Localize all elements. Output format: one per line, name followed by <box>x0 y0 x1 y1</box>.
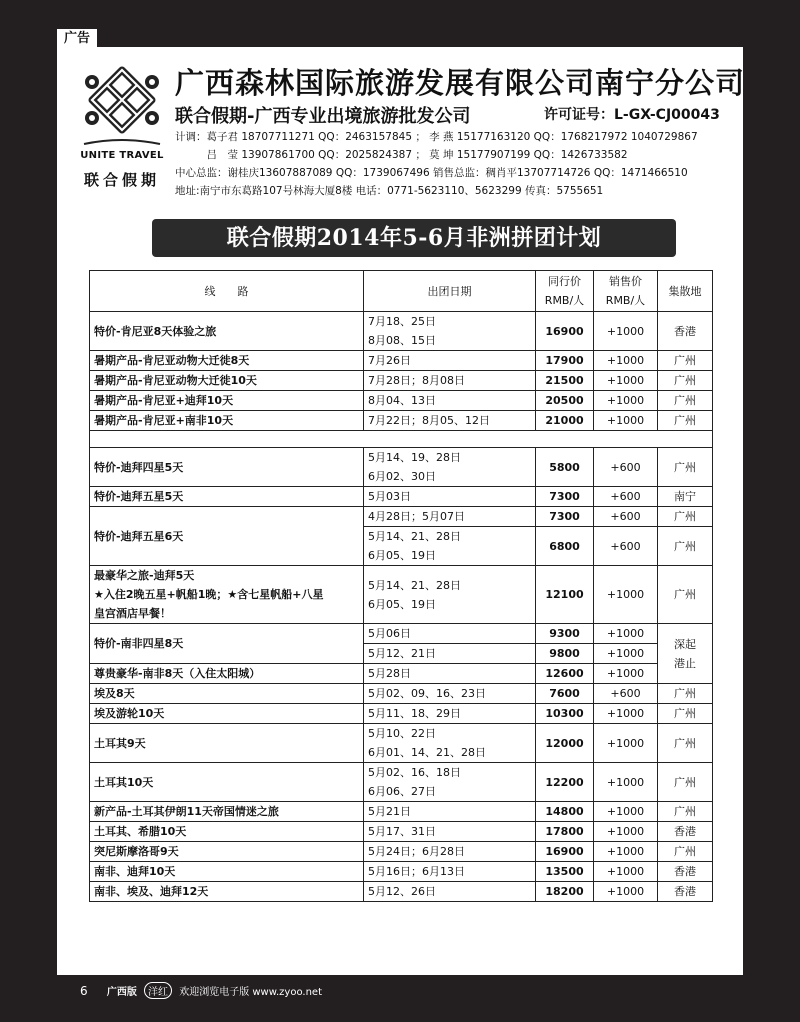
date-cell: 4月28日；5月07日 <box>364 507 536 527</box>
sale-price-cell: +1000 <box>594 822 658 842</box>
date-cell: 7月26日 <box>364 351 536 371</box>
table-row <box>90 842 713 862</box>
date-cell: 5月12、21日 <box>364 644 536 664</box>
peer-price-cell: 9800 <box>536 644 594 664</box>
route-cell: 突尼斯摩洛哥9天 <box>90 842 364 862</box>
header-peer-price-line2: RMB/人 <box>544 294 585 307</box>
header-peer-price-line1: 同行价 <box>548 275 581 288</box>
date-line: 6月01、14、21、28日 <box>368 746 486 759</box>
peer-price-cell: 14800 <box>536 802 594 822</box>
date-cell: 5月03日 <box>364 487 536 507</box>
route-title: 最豪华之旅-迪拜5天 <box>94 569 195 582</box>
date-cell: 5月21日 <box>364 802 536 822</box>
peer-price-cell: 21500 <box>536 371 594 391</box>
header-sale-price <box>594 271 658 312</box>
gathering-cell: 广州 <box>658 684 713 704</box>
gathering-cell: 香港 <box>658 862 713 882</box>
route-cell: 埃及8天 <box>90 684 364 704</box>
gathering-line: 深起 <box>674 637 696 651</box>
header-peer-price <box>536 271 594 312</box>
sale-price-cell: +600 <box>594 684 658 704</box>
sale-price-cell: +600 <box>594 487 658 507</box>
gathering-cell: 香港 <box>658 882 713 902</box>
gathering-cell: 广州 <box>658 763 713 802</box>
sale-price-cell: +1000 <box>594 371 658 391</box>
date-cell <box>364 763 536 802</box>
gathering-cell: 广州 <box>658 802 713 822</box>
route-cell: 特价-迪拜五星5天 <box>90 487 364 507</box>
route-note: 皇宫酒店早餐！ <box>94 607 171 620</box>
peer-price-cell: 5800 <box>536 448 594 487</box>
address-line: 地址:南宁市东葛路107号林海大厦8楼 电话：0771-5623110、5623299 传真：5755651 <box>175 185 604 197</box>
peer-price-cell: 7300 <box>536 487 594 507</box>
unite-travel-logo-icon <box>74 62 170 182</box>
gathering-cell: 广州 <box>658 842 713 862</box>
route-cell: 尊贵豪华-南非8天（入住太阳城） <box>90 664 364 684</box>
date-cell: 5月12、26日 <box>364 882 536 902</box>
peer-price-cell: 16900 <box>536 312 594 351</box>
table-header-row <box>90 271 713 312</box>
sale-price-cell: +600 <box>594 527 658 566</box>
date-cell: 5月28日 <box>364 664 536 684</box>
gathering-cell: 广州 <box>658 371 713 391</box>
date-cell <box>364 312 536 351</box>
table-row <box>90 704 713 724</box>
peer-price-cell: 12000 <box>536 724 594 763</box>
route-cell: 特价-南非四星8天 <box>90 624 364 664</box>
contact-line: 计调：葛子君 18707711271 QQ：2463157845 ； 李 燕 15177163120 QQ：1768217972 1040729867 <box>175 131 698 143</box>
date-line: 7月18、25日 <box>368 315 436 328</box>
sale-price-cell: +1000 <box>594 704 658 724</box>
table-row <box>90 371 713 391</box>
banner-title: 联合假期2014年5-6月非洲拼团计划 <box>152 219 676 257</box>
date-cell: 7月22日；8月05、12日 <box>364 411 536 431</box>
table-row <box>90 882 713 902</box>
peer-price-cell: 17900 <box>536 351 594 371</box>
license-number: 许可证号：L-GX-CJ00043 <box>544 107 720 123</box>
gathering-cell: 广州 <box>658 351 713 371</box>
table-row <box>90 763 713 802</box>
date-cell: 8月04、13日 <box>364 391 536 411</box>
ad-tag: 广告 <box>57 29 97 48</box>
route-cell: 土耳其9天 <box>90 724 364 763</box>
peer-price-cell: 12100 <box>536 566 594 624</box>
table-row <box>90 507 713 527</box>
table-row <box>90 312 713 351</box>
sale-price-cell: +1000 <box>594 724 658 763</box>
sale-price-cell: +600 <box>594 448 658 487</box>
gathering-cell <box>658 624 713 684</box>
sale-price-cell: +1000 <box>594 763 658 802</box>
route-cell: 特价-迪拜四星5天 <box>90 448 364 487</box>
peer-price-cell: 7600 <box>536 684 594 704</box>
gathering-cell: 香港 <box>658 312 713 351</box>
contact-line: 中心总监：谢桂庆13607887089 QQ：1739067496 销售总监：稠肖平13707714726 QQ：1471466510 <box>175 167 688 179</box>
sale-price-cell: +1000 <box>594 644 658 664</box>
sale-price-cell: +1000 <box>594 802 658 822</box>
date-cell: 5月24日；6月28日 <box>364 842 536 862</box>
route-cell: 新产品-土耳其伊朗11天帝国情迷之旅 <box>90 802 364 822</box>
gathering-cell: 广州 <box>658 391 713 411</box>
logo-english-name: UNITE TRAVEL <box>80 150 164 161</box>
gathering-cell: 广州 <box>658 724 713 763</box>
peer-price-cell: 9300 <box>536 624 594 644</box>
table-row <box>90 862 713 882</box>
table-row <box>90 487 713 507</box>
sale-price-cell: +600 <box>594 507 658 527</box>
date-line: 6月02、30日 <box>368 470 436 483</box>
peer-price-cell: 18200 <box>536 882 594 902</box>
table-row <box>90 351 713 371</box>
date-cell <box>364 527 536 566</box>
table-row <box>90 411 713 431</box>
page-number: 6 <box>80 984 88 998</box>
route-cell: 埃及游轮10天 <box>90 704 364 724</box>
date-line: 5月14、21、28日 <box>368 530 461 543</box>
route-cell: 特价-肯尼亚8天体验之旅 <box>90 312 364 351</box>
gathering-line: 港止 <box>674 656 696 670</box>
peer-price-cell: 17800 <box>536 822 594 842</box>
table-row <box>90 822 713 842</box>
route-cell: 南非、埃及、迪拜12天 <box>90 882 364 902</box>
peer-price-cell: 16900 <box>536 842 594 862</box>
sale-price-cell: +1000 <box>594 312 658 351</box>
contact-line: 吕 莹 13907861700 QQ：2025824387 ； 莫 坤 15177907199 QQ：1426733582 <box>175 149 628 161</box>
date-line: 5月14、21、28日 <box>368 578 461 592</box>
date-line: 6月05、19日 <box>368 597 436 611</box>
brand-badge: 洋红 <box>144 982 172 999</box>
company-subtitle <box>175 102 740 128</box>
logo-chinese-name: 联合假期 <box>83 171 160 189</box>
date-line: 5月02、16、18日 <box>368 766 461 779</box>
date-cell <box>364 448 536 487</box>
date-line: 6月05、19日 <box>368 549 436 562</box>
peer-price-cell: 21000 <box>536 411 594 431</box>
header-sale-price-line2: RMB/人 <box>605 294 646 307</box>
route-note: ★入住2晚五星+帆船1晚；★含七星帆船+八星 <box>94 588 324 601</box>
gathering-cell: 广州 <box>658 448 713 487</box>
sale-price-cell: +1000 <box>594 882 658 902</box>
sale-price-cell: +1000 <box>594 351 658 371</box>
gathering-cell: 广州 <box>658 507 713 527</box>
table-row <box>90 448 713 487</box>
sale-price-cell: +1000 <box>594 862 658 882</box>
gathering-cell: 香港 <box>658 822 713 842</box>
date-cell: 5月17、31日 <box>364 822 536 842</box>
sale-price-cell: +1000 <box>594 842 658 862</box>
table-row <box>90 684 713 704</box>
peer-price-cell: 12600 <box>536 664 594 684</box>
route-cell: 土耳其、希腊10天 <box>90 822 364 842</box>
route-cell: 暑期产品-肯尼亚+南非10天 <box>90 411 364 431</box>
date-line: 5月14、19、28日 <box>368 451 461 464</box>
peer-price-cell: 7300 <box>536 507 594 527</box>
peer-price-cell: 13500 <box>536 862 594 882</box>
route-cell: 暑期产品-肯尼亚动物大迁徙8天 <box>90 351 364 371</box>
sale-price-cell: +1000 <box>594 566 658 624</box>
sale-price-cell: +1000 <box>594 664 658 684</box>
tour-schedule-table <box>89 270 713 902</box>
gathering-cell: 广州 <box>658 566 713 624</box>
footer-tagline: 欢迎浏览电子版 www.zyoo.net <box>179 987 322 998</box>
date-cell: 5月16日；6月13日 <box>364 862 536 882</box>
peer-price-cell: 6800 <box>536 527 594 566</box>
date-cell: 7月28日；8月08日 <box>364 371 536 391</box>
route-cell: 暑期产品-肯尼亚动物大迁徙10天 <box>90 371 364 391</box>
route-cell: 南非、迪拜10天 <box>90 862 364 882</box>
peer-price-cell: 12200 <box>536 763 594 802</box>
header-date: 出团日期 <box>364 271 536 312</box>
table-row <box>90 664 713 684</box>
edition-label: 广西版 <box>106 987 137 998</box>
header-route: 线 路 <box>90 271 364 312</box>
date-cell <box>364 566 536 624</box>
gathering-cell: 广州 <box>658 411 713 431</box>
date-cell <box>364 724 536 763</box>
route-cell: 暑期产品-肯尼亚+迪拜10天 <box>90 391 364 411</box>
table-row <box>90 624 713 644</box>
sale-price-cell: +1000 <box>594 624 658 644</box>
table-spacer-row <box>90 431 713 448</box>
date-cell: 5月06日 <box>364 624 536 644</box>
route-cell: 特价-迪拜五星6天 <box>90 507 364 566</box>
date-line: 6月06、27日 <box>368 785 436 798</box>
date-cell: 5月02、09、16、23日 <box>364 684 536 704</box>
date-line: 5月10、22日 <box>368 727 436 740</box>
sale-price-cell: +1000 <box>594 411 658 431</box>
header-sale-price-line1: 销售价 <box>609 275 642 288</box>
table-row <box>90 802 713 822</box>
table-row <box>90 566 713 624</box>
table-row <box>90 391 713 411</box>
company-name: 广西森林国际旅游发展有限公司南宁分公司 <box>175 66 746 100</box>
subtitle-text: 联合假期-广西专业出境旅游批发公司 <box>175 106 471 127</box>
table-row <box>90 724 713 763</box>
page-footer <box>80 982 322 999</box>
spacer-cell <box>90 431 713 448</box>
route-cell: 土耳其10天 <box>90 763 364 802</box>
route-cell <box>90 566 364 624</box>
peer-price-cell: 20500 <box>536 391 594 411</box>
header-gathering: 集散地 <box>658 271 713 312</box>
peer-price-cell: 10300 <box>536 704 594 724</box>
gathering-cell: 南宁 <box>658 487 713 507</box>
gathering-cell: 广州 <box>658 704 713 724</box>
date-line: 8月08、15日 <box>368 334 436 347</box>
gathering-cell: 广州 <box>658 527 713 566</box>
sale-price-cell: +1000 <box>594 391 658 411</box>
date-cell: 5月11、18、29日 <box>364 704 536 724</box>
